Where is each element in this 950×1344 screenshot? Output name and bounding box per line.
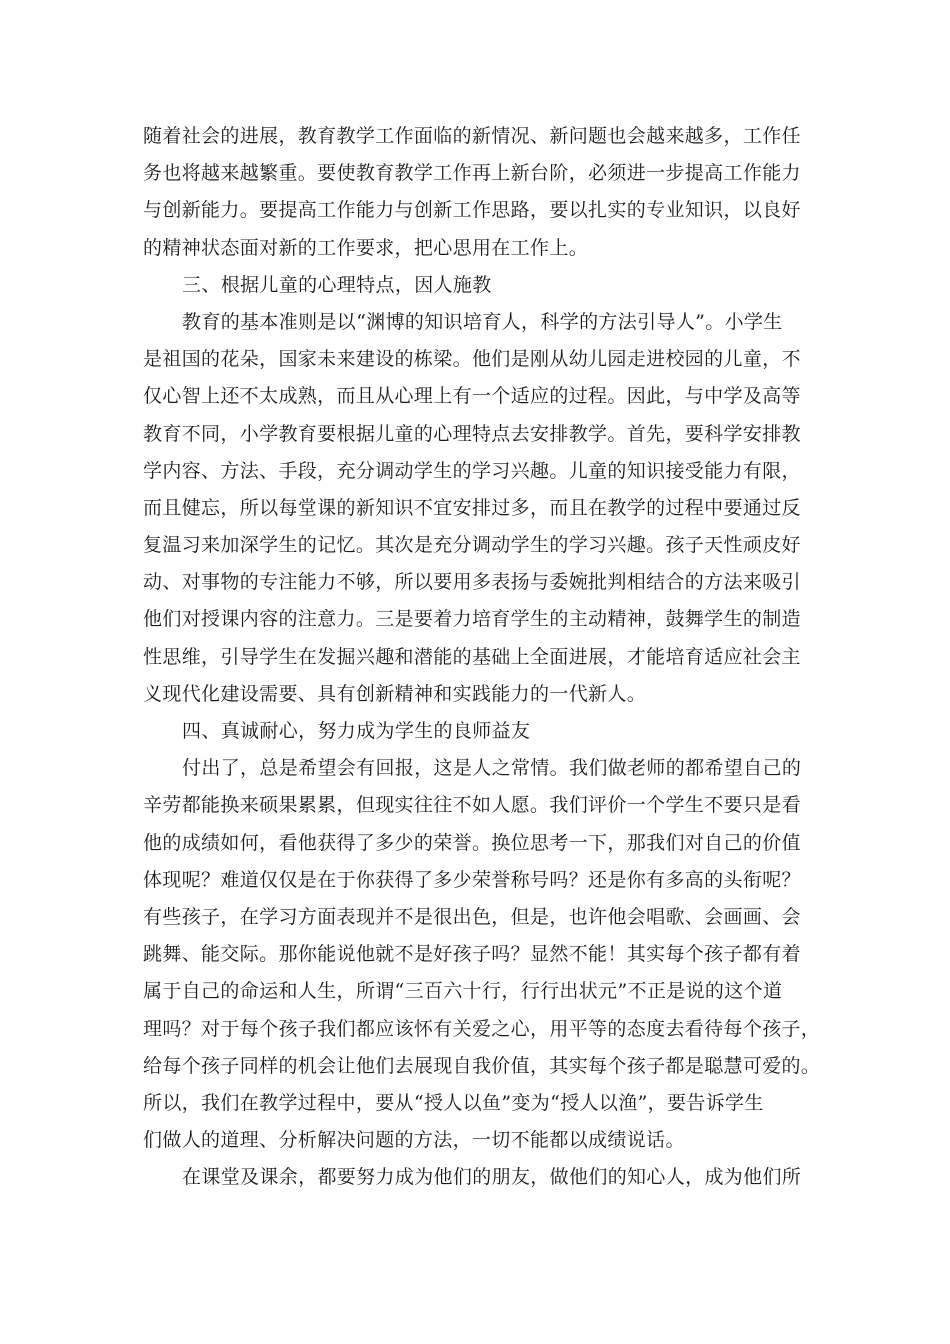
text-line: 他们对授课内容的注意力。三是要着力培育学生的主动精神，鼓舞学生的制造 [143, 608, 801, 631]
document-body [143, 118, 821, 1196]
text-line: 有些孩子，在学习方面表现并不是很出色，但是，也许他会唱歌、会画画、会 [143, 905, 801, 928]
text-line: 义现代化建设需要、具有创新精神和实践能力的一代新人。 [143, 682, 647, 705]
text-line: 辛劳都能换来硕果累累，但现实往往不如人愿。我们评价一个学生不要只是看 [143, 794, 801, 817]
text-line: 是祖国的花朵，国家未来建设的栋梁。他们是刚从幼儿园走进校园的儿童，不 [143, 348, 801, 371]
text-line: 所以，我们在教学过程中，要从“授人以鱼”变为“授人以渔”，要告诉学生 [143, 1091, 764, 1114]
paragraph-start-line: 教育的基本准则是以“渊博的知识培育人，科学的方法引导人”。小学生 [182, 310, 783, 333]
text-line: 教育不同，小学教育要根据儿童的心理特点去安排教学。首先，要科学安排教 [143, 422, 801, 445]
paragraph-start-line: 付出了，总是希望会有回报，这是人之常情。我们做老师的都希望自己的 [182, 757, 802, 780]
text-line: 跳舞、能交际。那你能说他就不是好孩子吗？显然不能！其实每个孩子都有着 [143, 943, 801, 966]
text-line: 给每个孩子同样的机会让他们去展现自我价值，其实每个孩子都是聪慧可爱的。 [143, 1054, 821, 1077]
text-line: 动、对事物的专注能力不够，所以要用多表扬与委婉批判相结合的方法来吸引 [143, 571, 801, 594]
paragraph-start-line: 三、根据儿童的心理特点，因人施教 [182, 273, 492, 296]
paragraph-start-line: 在课堂及课余，都要努力成为他们的朋友，做他们的知心人，成为他们所 [182, 1166, 802, 1189]
text-line: 复温习来加深学生的记忆。其次是充分调动学生的学习兴趣。孩子天性顽皮好 [143, 534, 801, 557]
text-line: 性思维，引导学生在发掘兴趣和潜能的基础上全面进展，才能培育适应社会主 [143, 645, 801, 668]
text-line: 体现呢？难道仅仅是在于你获得了多少荣誉称号吗？还是你有多高的头衔呢？ [143, 868, 801, 891]
paragraph-start-line: 四、真诚耐心，努力成为学生的良师益友 [182, 720, 531, 742]
text-line: 他的成绩如何，看他获得了多少的荣誉。换位思考一下，那我们对自己的价值 [143, 831, 801, 854]
text-line: 学内容、方法、手段，充分调动学生的学习兴趣。儿童的知识接受能力有限， [143, 459, 801, 482]
text-line: 属于自己的命运和人生，所谓“三百六十行，行行出状元”不正是说的这个道 [143, 980, 783, 1003]
text-line: 随着社会的进展，教育教学工作面临的新情况、新问题也会越来越多，工作任 [143, 125, 801, 147]
text-line: 们做人的道理、分析解决问题的方法，一切不能都以成绩说话。 [143, 1129, 685, 1152]
text-line: 务也将越来越繁重。要使教育教学工作再上新台阶，必须进一步提高工作能力 [143, 162, 801, 185]
text-line: 而且健忘，所以每堂课的新知识不宜安排过多，而且在教学的过程中要通过反 [143, 496, 801, 519]
text-line: 的精神状态面对新的工作要求，把心思用在工作上。 [143, 236, 589, 259]
text-line: 与创新能力。要提高工作能力与创新工作思路，要以扎实的专业知识，以良好 [143, 199, 801, 222]
text-line: 理吗？对于每个孩子我们都应该怀有关爱之心，用平等的态度去看待每个孩子， [143, 1017, 821, 1040]
text-line: 仅心智上还不太成熟，而且从心理上有一个适应的过程。因此，与中学及高等 [143, 385, 801, 408]
